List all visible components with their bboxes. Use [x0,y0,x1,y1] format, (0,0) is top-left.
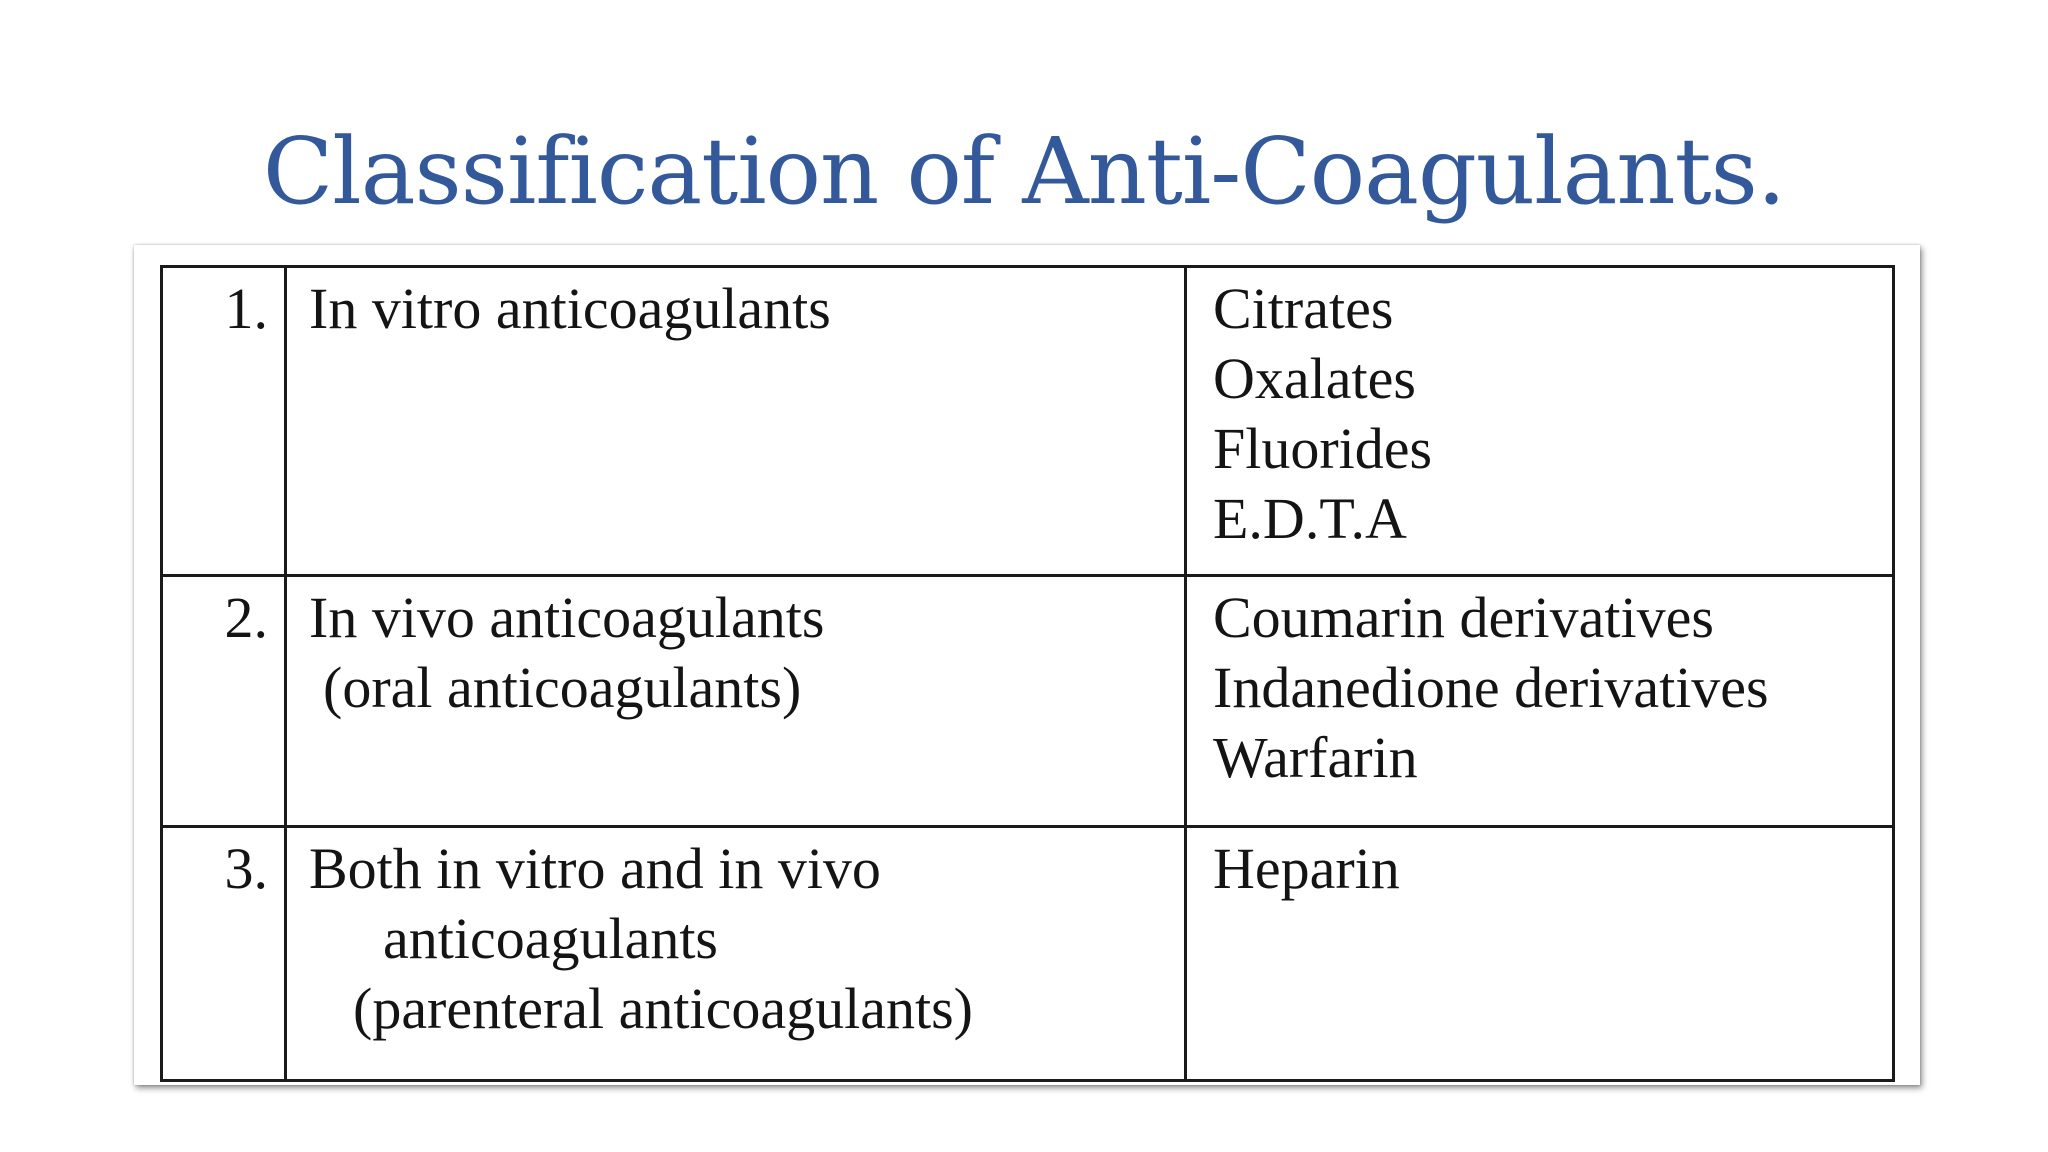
category-line: In vivo anticoagulants [309,585,825,650]
table-row [162,827,1894,1081]
table-row [162,267,1894,576]
category-cell [286,267,1186,576]
example-item: E.D.T.A [1213,486,1407,551]
category-cell [286,576,1186,827]
example-item: Heparin [1213,836,1400,901]
row-number: 1. [162,267,286,576]
table-row [162,576,1894,827]
example-item: Coumarin derivatives [1213,585,1714,650]
example-item: Warfarin [1213,725,1418,790]
examples-cell [1186,267,1894,576]
examples-cell [1186,827,1894,1081]
category-line: In vitro anticoagulants [309,276,831,341]
example-item: Indanedione derivatives [1213,655,1769,720]
example-item: Citrates [1213,276,1394,341]
example-item: Fluorides [1213,416,1433,481]
scanned-table-image [134,245,1920,1085]
row-number: 3. [162,827,286,1081]
slide-title: Classification of Anti-Coagulants. [262,118,1786,225]
category-line: (parenteral anticoagulants) [353,976,973,1041]
example-item: Oxalates [1213,346,1416,411]
row-number: 2. [162,576,286,827]
category-line: (oral anticoagulants) [323,655,802,720]
anticoagulant-classification-table [160,265,1895,1082]
category-line: anticoagulants [383,906,719,971]
examples-cell [1186,576,1894,827]
category-line: Both in vitro and in vivo [309,836,881,901]
category-cell [286,827,1186,1081]
